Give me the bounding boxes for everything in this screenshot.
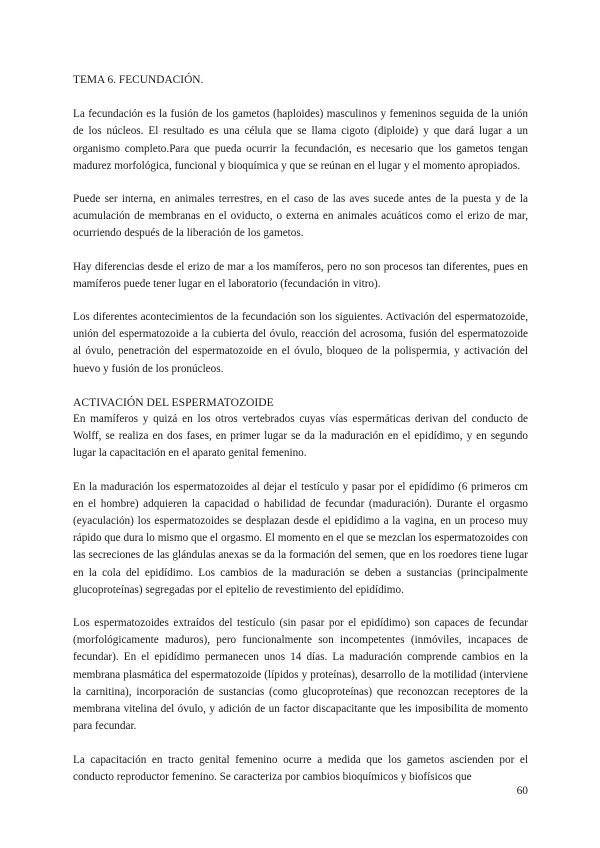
paragraph-types: Puede ser interna, en animales terrestres, en el caso de las aves sucede antes de la puesta y de la acumulación de membranas en el oviducto, o externa en animales acuáticos como el erizo de mar, ocurriendo después de la liberación de los gametos. xyxy=(73,193,528,240)
document-page xyxy=(73,72,528,832)
paragraph-differences: Hay diferencias desde el erizo de mar a los mamíferos, pero no son procesos tan diferentes, pues en mamíferos puede tener lugar en el laboratorio (fecundación in vitro). xyxy=(73,260,528,290)
paragraph-events: Los diferentes acontecimientos de la fecundación son los siguientes. Activación del espermatozoide, unión del espermatozoide a la cubierta del óvulo, reacción del acrosoma, fusión del espermatozoide al óvulo, penetración del espermatozoide en el óvulo, bloqueo de la polispermia, y activación del huevo y fusión de los pronúcleos. xyxy=(73,311,528,375)
paragraph-epididymis: Los espermatozoides extraídos del testículo (sin pasar por el epidídimo) son capaces de fecundar (morfológicamente maduros), pero funcionalmente son incompetentes (inmóviles, incapaces de fecundar). En el epidídimo permanecen unos 14 días. La maduración comprende cambios en la membrana plasmática del espermatozoide (lípidos y proteínas), desarrollo de la motilidad (interviene la carnitina), incorporación de sustancias (como glucoproteínas) que reconozcan receptores de la membrana vitelina del óvulo, y adición de un factor discapacitante que les imposibilita de momento para fecundar. xyxy=(73,617,528,733)
paragraph-capacitation: La capacitación en tracto genital femenino ocurre a medida que los gametos ascienden por el conducto reproductor femenino. Se caracteriza por cambios bioquímicos y biofísicos que xyxy=(73,753,528,783)
paragraph-activation-intro: En mamíferos y quizá en los otros vertebrados cuyas vías espermáticas derivan del conducto de Wolff, se realiza en dos fases, en primer lugar se da la maduración en el epidídimo, y en segundo lugar la capacitación en el aparato genital femenino. xyxy=(73,413,528,460)
paragraph-definition: La fecundación es la fusión de los gametos (haploides) masculinos y femeninos seguida de la unión de los núcleos. El resultado es una célula que se llama cigoto (diploide) y que dará lugar a un organismo completo.Para que pueda ocurrir la fecundación, es necesario que los gametos tengan madurez morfológica, funcional y bioquímica y que se reúnan en el lugar y el momento apropiados. xyxy=(73,108,528,172)
paragraph-maturation: En la maduración los espermatozoides al dejar el testículo y pasar por el epidídimo (6 primeros cm en el hombre) adquieren la capacidad o habilidad de fecundar (maduración). Durante el orgasmo (eyaculación) los espermatozoides se desplazan desde el epidídimo a la vagina, en un proceso muy rápido que dura lo mismo que el orgasmo. El momento en el que se mezclan los espermatozoides con las secreciones de las glándulas anexas se da la formación del semen, que en los roedores tiene lugar en la cola del epidídimo. Los cambios de la maduración se deben a sustancias (principalmente glucoproteínas) segregadas por el epitelio de revestimiento del epidídimo. xyxy=(73,480,528,596)
section-heading: ACTIVACIÓN DEL ESPERMATOZOIDE xyxy=(73,395,274,409)
document-title: TEMA 6. FECUNDACIÓN. xyxy=(73,74,204,86)
page-number: 60 xyxy=(516,785,528,797)
